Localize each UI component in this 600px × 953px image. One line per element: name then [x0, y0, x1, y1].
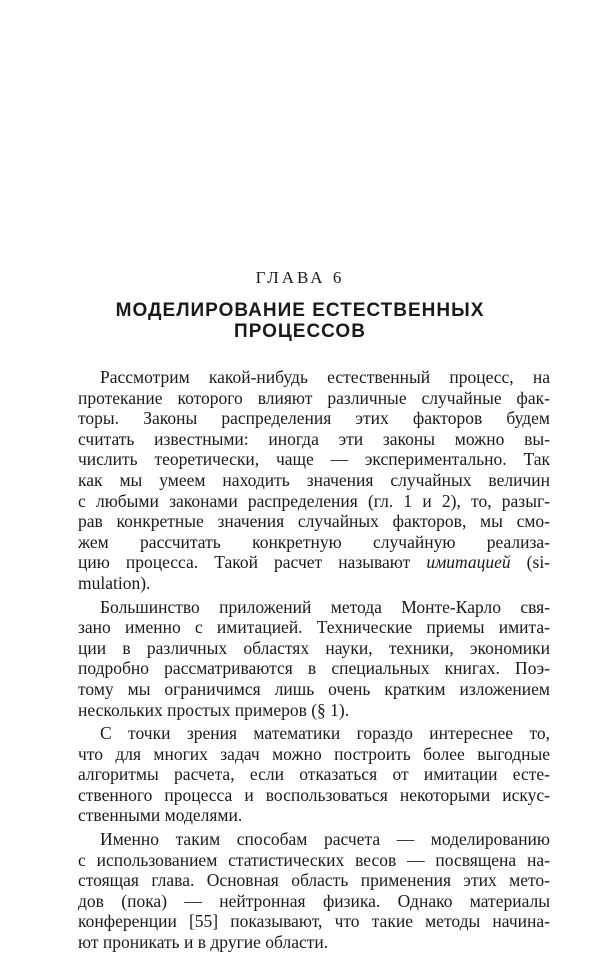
emphasized-term: имитацией: [426, 552, 511, 573]
text-fragment: цию процесса. Такой расчет называют: [78, 552, 427, 573]
chapter-title-line-2: ПРОЦЕССОВ: [234, 321, 366, 342]
chapter-title-line-1: МОДЕЛИРОВАНИЕ ЕСТЕСТВЕННЫХ: [115, 300, 485, 321]
text-line: тому мы ограничимся лишь очень кратким изложением: [78, 678, 550, 699]
text-line: торы. Законы распределения этих факторов будем: [78, 408, 550, 429]
text-line: Рассмотрим какой-нибудь естественный процесс, на: [100, 367, 550, 387]
paragraph-1: [78, 367, 550, 594]
text-line: подробно рассматриваются в специальных книгах. Поэ-: [78, 658, 550, 679]
text-line: нескольких простых примеров (§ 1).: [78, 699, 350, 720]
text-line: ют проникать и в другие области.: [78, 932, 329, 953]
paragraph-3: [78, 723, 550, 826]
text-fragment: (si-: [510, 552, 550, 573]
text-line: ции в различных областях науки, техники, экономики: [78, 637, 550, 658]
text-line: mulation).: [78, 572, 151, 593]
chapter-body: [78, 367, 550, 953]
chapter-number: ГЛАВА 6: [255, 268, 345, 287]
text-line: протекание которого влияют различные случайные фак-: [78, 387, 550, 408]
paragraph-4: [78, 829, 550, 953]
chapter-title: [70, 300, 530, 342]
text-line: рав конкретные значения случайных факторов, мы смо-: [78, 511, 550, 532]
text-line: ственного процесса и воспользоваться некоторыми искус-: [78, 784, 550, 805]
text-line: [78, 552, 550, 573]
text-line: Именно таким способам расчета — моделированию: [100, 829, 550, 850]
text-line: жем рассчитать конкретную случайную реализа-: [78, 531, 550, 552]
text-line: Большинство приложений метода Монте-Карло свя-: [100, 596, 550, 617]
text-line: дов (пока) — нейтронная физика. Однако материалы: [78, 890, 550, 911]
text-line: С точки зрения математики гораздо интереснее то,: [100, 723, 550, 744]
text-line: ственными моделями.: [78, 805, 243, 826]
text-line: с любыми законами распределения (гл. 1 и 2), то, разыг-: [78, 490, 550, 511]
paragraph-2: [78, 597, 550, 721]
text-line: стоящая глава. Основная область применения этих мето-: [78, 870, 550, 891]
text-line: числить теоретически, чаще — экспериментально. Так: [78, 449, 550, 470]
text-line: считать известными: иногда эти законы можно вы-: [78, 428, 550, 449]
text-line: что для многих задач можно построить более выгодные: [78, 743, 550, 764]
text-line: конференции [55] показывают, что такие методы начина-: [78, 911, 550, 932]
text-line: зано именно с имитацией. Технические приемы имита-: [78, 617, 550, 638]
text-line: как мы умеем находить значения случайных величин: [78, 469, 550, 490]
text-line: алгоритмы расчета, если отказаться от имитации есте-: [78, 764, 550, 785]
text-line: с использованием статистических весов — посвящена на-: [78, 849, 550, 870]
